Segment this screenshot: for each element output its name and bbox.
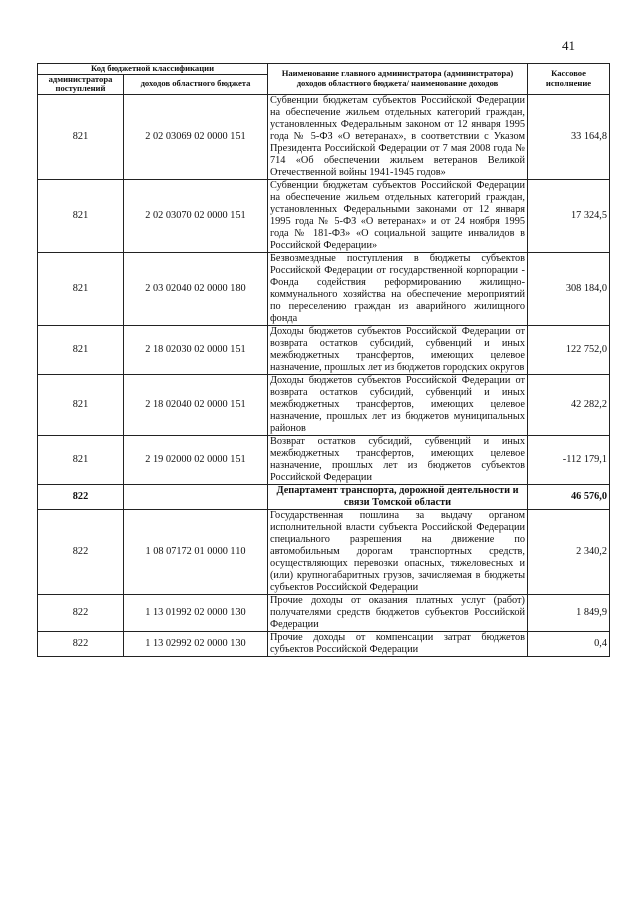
amount: 308 184,0 — [528, 252, 610, 325]
income-name: Доходы бюджетов субъектов Российской Федерации от возврата остатков субсидий, субвенций и иных межбюджетных трансфертов, имеющих целевое назначение, прошлых лет из бюджетов городских округов — [268, 325, 528, 374]
income-code: 2 03 02040 02 0000 180 — [124, 252, 268, 325]
header-income: доходов областного бюджета — [124, 74, 268, 94]
table-body — [38, 94, 610, 656]
amount: 1 849,9 — [528, 594, 610, 631]
income-name: Доходы бюджетов субъектов Российской Федерации от возврата остатков субсидий, субвенций и иных межбюджетных трансфертов, имеющих целевое назначение, прошлых лет из бюджетов муниципальных районов — [268, 374, 528, 435]
income-code: 2 02 03070 02 0000 151 — [124, 179, 268, 252]
admin-code: 822 — [38, 484, 124, 509]
income-name: Безвозмездные поступления в бюджеты субъектов Российской Федерации от государственной корпорации - Фонда содействия реформированию жилищно-коммунального хозяйства на обеспечение мероприятий по переселению граждан из аварийного жилищного фонда — [268, 252, 528, 325]
admin-code: 821 — [38, 179, 124, 252]
amount: 46 576,0 — [528, 484, 610, 509]
income-name: Возврат остатков субсидий, субвенций и иных межбюджетных трансфертов, имеющих целевое назначение, прошлых лет из бюджетов субъектов Российской Федерации — [268, 435, 528, 484]
amount: -112 179,1 — [528, 435, 610, 484]
income-code: 2 18 02040 02 0000 151 — [124, 374, 268, 435]
table-row — [38, 179, 610, 252]
admin-code: 822 — [38, 631, 124, 656]
admin-code: 822 — [38, 594, 124, 631]
amount: 2 340,2 — [528, 509, 610, 594]
header-classification: Код бюджетной классификации — [38, 64, 268, 75]
income-code: 1 13 01992 02 0000 130 — [124, 594, 268, 631]
income-code: 2 02 03069 02 0000 151 — [124, 94, 268, 179]
header-amount: Кассовое исполнение — [528, 64, 610, 95]
table-row — [38, 94, 610, 179]
amount: 17 324,5 — [528, 179, 610, 252]
admin-code: 821 — [38, 435, 124, 484]
income-name: Департамент транспорта, дорожной деятельности и связи Томской области — [268, 484, 528, 509]
admin-code: 821 — [38, 374, 124, 435]
page-number: 41 — [562, 38, 575, 53]
table-header — [38, 64, 610, 95]
admin-code: 821 — [38, 94, 124, 179]
income-code: 1 13 02992 02 0000 130 — [124, 631, 268, 656]
table-row — [38, 435, 610, 484]
header-name: Наименование главного администратора (администратора) доходов областного бюджета/ наименование доходов — [268, 64, 528, 95]
table-row — [38, 509, 610, 594]
table-row — [38, 374, 610, 435]
income-name: Прочие доходы от оказания платных услуг (работ) получателями средств бюджетов субъектов Российской Федерации — [268, 594, 528, 631]
amount: 122 752,0 — [528, 325, 610, 374]
income-code: 1 08 07172 01 0000 110 — [124, 509, 268, 594]
income-name: Субвенции бюджетам субъектов Российской Федерации на обеспечение жильем отдельных категорий граждан, установленных Федеральными законами от 12 января 1995 года № 5-ФЗ «О ветеранах» и от 24 ноября 1995 года № 181-ФЗ» «О социальной защите инвалидов в Российской Федерации» — [268, 179, 528, 252]
admin-code: 821 — [38, 252, 124, 325]
admin-code: 822 — [38, 509, 124, 594]
table-row — [38, 252, 610, 325]
amount: 42 282,2 — [528, 374, 610, 435]
admin-code: 821 — [38, 325, 124, 374]
table-row — [38, 631, 610, 656]
section-row — [38, 484, 610, 509]
income-code: 2 18 02030 02 0000 151 — [124, 325, 268, 374]
amount: 33 164,8 — [528, 94, 610, 179]
income-name: Субвенции бюджетам субъектов Российской Федерации на обеспечение жильем отдельных категорий граждан, установленных Федеральным законом от 12 января 1995 года № 5-ФЗ «О ветеранах», в соответствии с Указом Президента Российской Федерации от 7 мая 2008 года № 714 «Об обеспечении жильем ветеранов Великой Отечественной войны 1941-1945 годов» — [268, 94, 528, 179]
income-code: 2 19 02000 02 0000 151 — [124, 435, 268, 484]
table-row — [38, 594, 610, 631]
header-admin: администратора поступлений — [38, 74, 124, 94]
income-name: Прочие доходы от компенсации затрат бюджетов субъектов Российской Федерации — [268, 631, 528, 656]
table-row — [38, 325, 610, 374]
amount: 0,4 — [528, 631, 610, 656]
income-name: Государственная пошлина за выдачу органом исполнительной власти субъекта Российской Федерации специального разрешения на движение по автомобильным дорогам транспортных средств, осуществляющих перевозки опасных, тяжеловесных и (или) крупногабаритных грузов, зачисляемая в бюджеты субъектов Российской Федерации — [268, 509, 528, 594]
income-code — [124, 484, 268, 509]
budget-table — [37, 63, 610, 657]
